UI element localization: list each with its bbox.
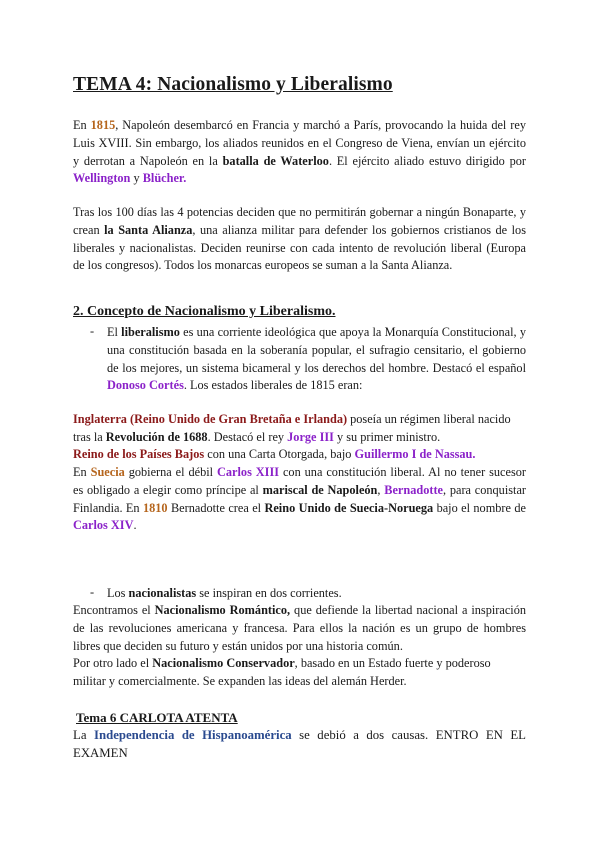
term-suecia: Suecia xyxy=(90,465,125,479)
name-guillermo: Guillermo I de Nassau. xyxy=(354,447,476,461)
text: . El ejército aliado estuvo dirigido por xyxy=(328,153,526,168)
paragraph-nacionalismo-conservador xyxy=(73,655,526,691)
text: . xyxy=(133,518,137,533)
term-nacionalismo-conservador: Nacionalismo Conservador xyxy=(152,656,295,670)
text: y xyxy=(130,171,143,186)
name-blucher: Blücher. xyxy=(142,171,187,186)
paragraph-inglaterra xyxy=(73,411,526,447)
text: En xyxy=(73,118,91,132)
text: En xyxy=(73,465,91,479)
text: es una corriente ideológica que apoya la Monarquía Constitucional, y una constitución basada en la soberanía popular, el sufragio censitario, el gobierno de los mejores, un sistema bicameral y los derechos del hombre. Destacó el español xyxy=(107,325,526,375)
term-liberalismo: liberalismo xyxy=(121,325,180,339)
text: . Destacó el rey xyxy=(207,429,288,444)
name-carlos-xiii: Carlos XIII xyxy=(217,465,280,479)
name-donoso-cortes: Donoso Cortés xyxy=(107,378,184,393)
name-jorge-iii: Jorge III xyxy=(287,429,334,444)
paragraph-liberalismo xyxy=(107,324,526,395)
paragraph-nacionalismo-romantico xyxy=(73,602,526,655)
text: , xyxy=(377,482,385,497)
term-suecia-noruega: Reino Unido de Suecia-Noruega xyxy=(264,500,434,515)
paragraph-nacionalistas xyxy=(107,585,526,603)
text: . Los estados liberales de 1815 eran: xyxy=(183,378,363,393)
text: El xyxy=(107,325,122,339)
bullet-marker: - xyxy=(90,585,95,599)
page-title: TEMA 4: Nacionalismo y Liberalismo xyxy=(73,74,393,95)
year-1815: 1815 xyxy=(90,118,116,132)
text: , una alianza militar para defender los gobiernos cristianos de los liberales y nacionalistas. Deciden reunirse con cada intento de revolución liberal (Europa de los congresos). Todos los monarcas europeos se suman a la Santa Alianza. xyxy=(73,222,526,273)
paragraph-santa-alianza xyxy=(73,204,526,275)
term-waterloo: batalla de Waterloo xyxy=(222,153,329,168)
text: Los xyxy=(107,586,129,600)
text: La xyxy=(73,728,94,742)
text: Encontramos el xyxy=(73,603,155,617)
term-paises-bajos: Reino de los Países Bajos xyxy=(73,447,205,461)
text: poseía un régimen liberal nacido tras la xyxy=(73,412,511,444)
term-revolucion-1688: Revolución de 1688 xyxy=(105,429,208,444)
text: Tras los 100 días las 4 potencias deciden que no permitirán gobernar a ningún Bonaparte, y crean xyxy=(73,205,526,237)
text: se debió a dos causas. ENTRO EN EL EXAMEN xyxy=(73,728,526,760)
term-nacionalismo-romantico: Nacionalismo Romántico, xyxy=(154,603,291,617)
text: Bernadotte crea el xyxy=(167,500,265,515)
text: , Napoleón desembarcó en Francia y marchó a París, provocando la huida del rey Luis XVIII. Sin embargo, los aliados reunidos en el Congreso de Viena, envían un ejército y derrotan a Napoleón en la xyxy=(73,118,527,168)
name-carlos-xiv: Carlos XIV xyxy=(73,518,134,533)
term-santa-alianza: la Santa Alianza xyxy=(104,222,193,237)
term-mariscal: mariscal de Napoleón xyxy=(262,482,378,497)
paragraph-suecia xyxy=(73,464,526,535)
paragraph-paises-bajos xyxy=(73,446,526,464)
year-1810: 1810 xyxy=(142,500,168,515)
subsection-heading: Tema 6 CARLOTA ATENTA xyxy=(76,710,238,725)
term-hispanoamerica: Independencia de Hispanoamérica xyxy=(93,728,292,742)
text: con una constitución liberal. Al no tener sucesor es obligado a elegir como príncipe al xyxy=(73,465,526,497)
text: con una Carta Otorgada, bajo xyxy=(204,447,355,461)
text: y su primer ministro. xyxy=(333,429,441,444)
paragraph-waterloo xyxy=(73,117,526,188)
text: que defiende la libertad nacional a inspiración de las revoluciones americana y francesa. Para ellos la nación es un grupo de hombres libres que deciden su futuro y están unidos por una historia común. xyxy=(73,603,526,653)
text: , basado en un Estado fuerte y poderoso militar y comercialmente. Se expanden las ideas del alemán Herder. xyxy=(73,656,491,688)
text: , para conquistar Finlandia. En xyxy=(73,482,526,515)
paragraph-independencia xyxy=(73,726,526,762)
name-bernadotte: Bernadotte xyxy=(384,482,443,497)
text: gobierna el débil xyxy=(124,465,218,479)
text: bajo el nombre de xyxy=(433,500,526,515)
text: se inspiran en dos corrientes. xyxy=(196,586,342,600)
name-wellington: Wellington xyxy=(73,171,131,186)
section-heading: 2. Concepto de Nacionalismo y Liberalismo. xyxy=(73,304,336,319)
bullet-marker: - xyxy=(90,324,95,338)
text: Por otro lado el xyxy=(73,656,153,670)
term-inglaterra: Inglaterra (Reino Unido de Gran Bretaña e Irlanda) xyxy=(73,412,348,426)
term-nacionalistas: nacionalistas xyxy=(128,586,197,600)
